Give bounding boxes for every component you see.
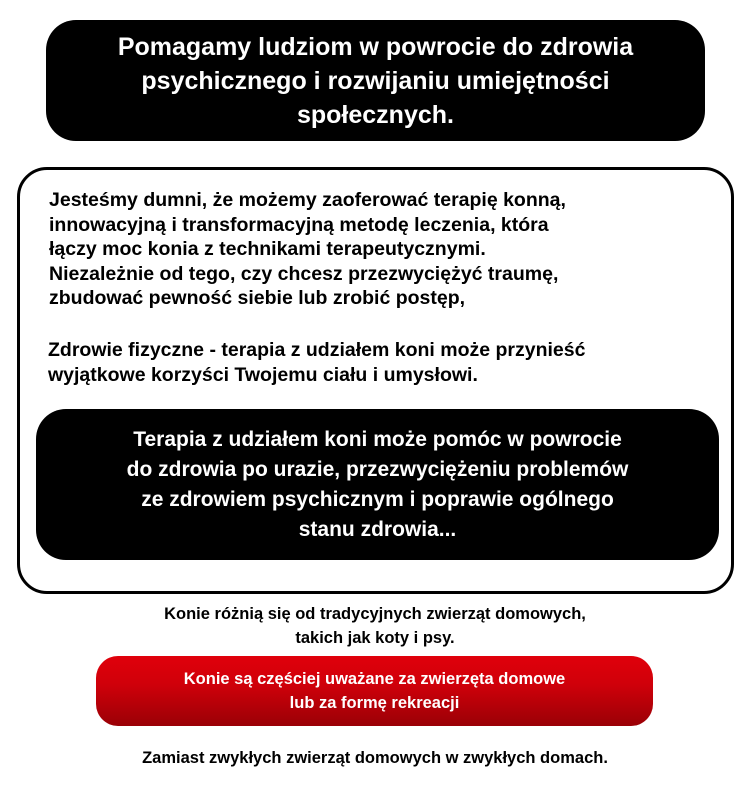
callout-line: do zdrowia po urazie, przezwyciężeniu problemów [126, 457, 629, 481]
intro-line: innowacyjną i transformacyjną metodę leczenia, która [49, 213, 549, 236]
closing-note [0, 746, 750, 770]
headline-banner [46, 20, 705, 141]
red-highlight-banner [96, 656, 653, 726]
intro-paragraph [49, 188, 729, 311]
note-line: takich jak koty i psy. [295, 629, 455, 647]
physical-health-line: wyjątkowe korzyści Twojemu ciału i umysłowi. [48, 363, 478, 386]
note-line: Konie różnią się od tradycyjnych zwierząt domowych, [164, 605, 586, 623]
callout-line: stanu zdrowia... [298, 517, 457, 541]
intro-line: Niezależnie od tego, czy chcesz przezwyciężyć traumę, [49, 262, 559, 285]
callout-line: Terapia z udziałem koni może pomóc w powrocie [133, 427, 622, 451]
headline-line: psychicznego i rozwijaniu umiejętności [141, 66, 610, 95]
headline-line: Pomagamy ludziom w powrocie do zdrowia [117, 32, 634, 61]
intro-line: Jesteśmy dumni, że możemy zaoferować terapię konną, [49, 189, 566, 211]
red-highlight-line: Konie są częściej uważane za zwierzęta domowe [183, 670, 566, 688]
callout-line: ze zdrowiem psychicznym i poprawie ogólnego [141, 487, 614, 511]
callout-text [127, 425, 629, 545]
physical-health-line: Zdrowie fizyczne - terapia z udziałem koni może przynieść [48, 339, 586, 361]
headline-line: społecznych. [296, 100, 454, 129]
red-highlight-text [184, 667, 565, 715]
headline-text [118, 30, 633, 132]
horses-difference-note [0, 602, 750, 650]
intro-line: łączy moc konia z technikami terapeutycznymi. [49, 238, 486, 260]
closing-line: Zamiast zwykłych zwierząt domowych w zwykłych domach. [142, 749, 608, 767]
red-highlight-line: lub za formę rekreacji [289, 694, 460, 712]
therapy-callout [36, 409, 719, 560]
intro-line: zbudować pewność siebie lub zrobić postęp, [49, 287, 466, 309]
physical-health-paragraph [48, 338, 738, 387]
main-card [17, 167, 734, 594]
